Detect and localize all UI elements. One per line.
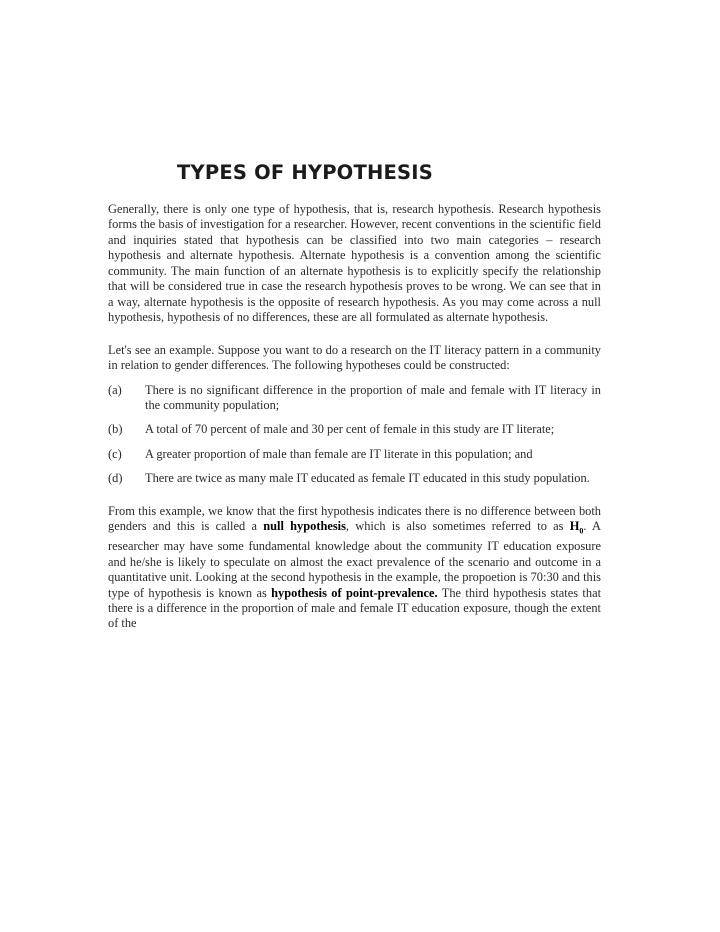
page-title: TYPES OF HYPOTHESIS [177, 161, 433, 184]
list-item-text: There are twice as many male IT educated as female IT educated in this study population. [145, 471, 590, 486]
text-span: From this example, we know that the first hypothesis indicates there is no difference between both genders and this is called a [108, 503, 601, 534]
list-item [108, 471, 601, 486]
list-item-text: A total of 70 percent of male and 30 per cent of female in this study are IT literate; [145, 422, 555, 437]
list-item [108, 422, 601, 437]
symbol-h0 [569, 519, 584, 536]
list-marker: (a) [108, 382, 122, 397]
paragraph-explanation [108, 504, 601, 632]
list-marker: (b) [108, 422, 123, 437]
document-page [108, 160, 601, 632]
term-point-prevalence: hypothesis of point-prevalence. [271, 585, 438, 600]
h0-letter: H [569, 519, 580, 534]
list-item [108, 383, 601, 414]
list-item-text: There is no significant difference in the proportion of male and female with IT literacy in the community population; [145, 382, 601, 412]
text-span: , which is also sometimes referred to as [345, 519, 570, 534]
list-marker: (d) [108, 471, 123, 486]
text-span: . A researcher may have some fundamental knowledge about the community IT education exposure and he/she is likely to speculate on almost the exact prevalence of the scenario and outcome in a quantitative unit. Looking at the second hypothesis in the example, the propoetion is 70:30 and this type of hypothesis is known as [108, 519, 601, 600]
list-item-text: A greater proportion of male than female are IT literate in this population; and [145, 446, 533, 461]
list-item [108, 447, 601, 462]
hypotheses-list [108, 383, 601, 487]
h0-subscript: 0 [579, 526, 584, 536]
term-null-hypothesis: null hypothesis [263, 519, 346, 534]
paragraph-intro: Generally, there is only one type of hypothesis, that is, research hypothesis. Research hypothesis forms the basis of investigation for a researcher. However, recent conventions in the scientific field and inquiries stated that hypothesis can be classified into two main categories – research hypothesis and alternate hypothesis. Alternate hypothesis is a convention among the scientific community. The main function of an alternate hypothesis is to explicitly specify the relationship that will be considered true in case the research hypothesis proves to be wrong. We can see that in a way, alternate hypothesis is the opposite of research hypothesis. As you may come across a null hypothesis, hypothesis of no differences, these are all formulated as alternate hypothesis. [108, 202, 601, 325]
paragraph-example: Let's see an example. Suppose you want to do a research on the IT literacy pattern in a community in relation to gender differences. The following hypotheses could be constructed: [108, 342, 601, 373]
text-span: The third hypothesis states that there is a difference in the proportion of male and female IT education exposure, though the extent of the [108, 585, 602, 631]
list-marker: (c) [108, 446, 122, 461]
